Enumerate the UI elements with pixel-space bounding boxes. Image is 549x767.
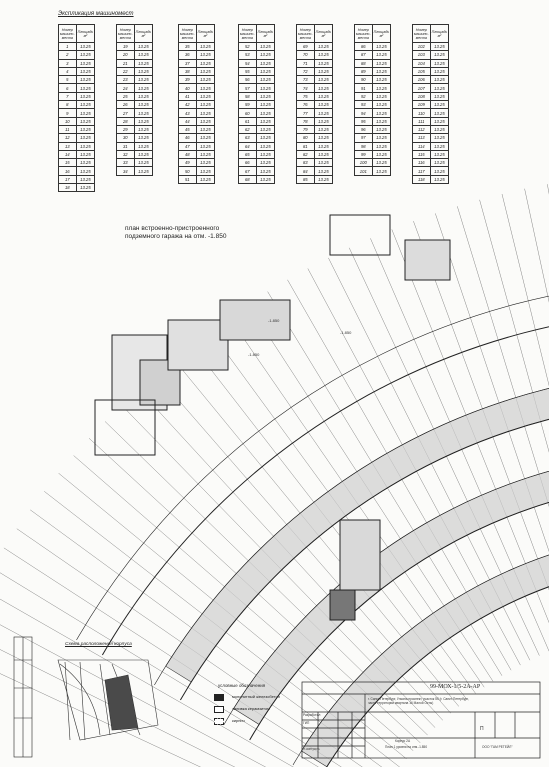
- space-number: 51: [179, 175, 197, 183]
- space-number: 19: [117, 43, 135, 51]
- space-number: 29: [117, 125, 135, 133]
- space-area: 13.25: [196, 51, 215, 59]
- header-num: Номер машино-места: [413, 25, 431, 43]
- space-number: 48: [179, 150, 197, 158]
- space-area: 13.25: [314, 150, 333, 158]
- space-number: 102: [413, 43, 431, 51]
- space-area: 13.25: [372, 109, 391, 117]
- space-number: 97: [355, 134, 373, 142]
- space-number: 12: [59, 134, 77, 142]
- space-area: 13.25: [256, 175, 275, 183]
- space-number: 52: [239, 43, 257, 51]
- space-area: 13.25: [196, 76, 215, 84]
- space-number: 108: [413, 92, 431, 100]
- space-number: 75: [297, 92, 315, 100]
- space-area: 13.25: [256, 117, 275, 125]
- space-area: 13.25: [430, 51, 449, 59]
- space-area: 13.25: [256, 101, 275, 109]
- space-area: 13.25: [314, 101, 333, 109]
- space-number: 64: [239, 142, 257, 150]
- header-area: Площадь м²: [430, 25, 449, 43]
- space-area: 13.25: [134, 159, 153, 167]
- header-num: Номер машино-места: [117, 25, 135, 43]
- space-area: 13.25: [196, 125, 215, 133]
- space-number: 39: [179, 76, 197, 84]
- scheme-title: Схема расположения корпуса: [65, 642, 132, 647]
- space-number: 117: [413, 167, 431, 175]
- space-number: 69: [297, 43, 315, 51]
- space-number: 34: [117, 167, 135, 175]
- space-number: 107: [413, 84, 431, 92]
- plan-title: план встроенно-пристроенного подземного гаража на отм. -1.850: [125, 225, 227, 240]
- space-area: 13.25: [430, 175, 449, 183]
- space-area: 13.25: [314, 51, 333, 59]
- space-number: 74: [297, 84, 315, 92]
- space-area: 13.25: [372, 117, 391, 125]
- space-area: 13.25: [134, 59, 153, 67]
- space-number: 68: [239, 175, 257, 183]
- space-area: 13.25: [314, 134, 333, 142]
- space-area: 13.25: [372, 159, 391, 167]
- space-area: 13.25: [256, 59, 275, 67]
- space-area: 13.25: [430, 67, 449, 75]
- space-area: 13.25: [196, 67, 215, 75]
- space-area: 13.25: [134, 117, 153, 125]
- space-area: 13.25: [196, 159, 215, 167]
- space-number: 95: [355, 117, 373, 125]
- space-area: 13.25: [256, 167, 275, 175]
- space-area: 13.25: [196, 167, 215, 175]
- space-area: 13.25: [76, 159, 95, 167]
- space-number: 96: [355, 125, 373, 133]
- space-area: 13.25: [76, 76, 95, 84]
- space-number: 42: [179, 101, 197, 109]
- space-number: 9: [59, 109, 77, 117]
- space-number: 85: [297, 175, 315, 183]
- space-number: 36: [179, 51, 197, 59]
- space-area: 13.25: [76, 43, 95, 51]
- space-number: 113: [413, 134, 431, 142]
- space-area: 13.25: [430, 150, 449, 158]
- space-area: 13.25: [430, 76, 449, 84]
- space-number: 80: [297, 134, 315, 142]
- space-area: 13.25: [256, 134, 275, 142]
- space-number: 83: [297, 159, 315, 167]
- space-number: 101: [355, 167, 373, 175]
- space-number: 98: [355, 142, 373, 150]
- space-number: 49: [179, 159, 197, 167]
- space-area: 13.25: [256, 92, 275, 100]
- space-area: 13.25: [76, 150, 95, 158]
- space-area: 13.25: [134, 92, 153, 100]
- space-area: 13.25: [134, 167, 153, 175]
- space-number: 82: [297, 150, 315, 158]
- space-number: 21: [117, 59, 135, 67]
- space-area: 13.25: [76, 59, 95, 67]
- space-area: 13.25: [314, 43, 333, 51]
- space-area: 13.25: [314, 125, 333, 133]
- space-area: 13.25: [76, 109, 95, 117]
- space-area: 13.25: [372, 150, 391, 158]
- legend-title: условные обозначения: [218, 683, 266, 688]
- space-number: 56: [239, 76, 257, 84]
- legend-item: кирпич: [232, 718, 245, 723]
- space-number: 73: [297, 76, 315, 84]
- space-area: 13.25: [134, 134, 153, 142]
- space-area: 13.25: [134, 142, 153, 150]
- space-number: 67: [239, 167, 257, 175]
- space-number: 22: [117, 67, 135, 75]
- space-number: 13: [59, 142, 77, 150]
- space-number: 106: [413, 76, 431, 84]
- space-number: 47: [179, 142, 197, 150]
- space-number: 18: [59, 184, 77, 192]
- space-area: 13.25: [430, 92, 449, 100]
- space-area: 13.25: [372, 142, 391, 150]
- space-area: 13.25: [430, 84, 449, 92]
- space-number: 5: [59, 76, 77, 84]
- space-number: 62: [239, 125, 257, 133]
- space-number: 104: [413, 59, 431, 67]
- space-area: 13.25: [372, 167, 391, 175]
- space-number: 115: [413, 150, 431, 158]
- space-area: 13.25: [76, 184, 95, 192]
- space-area: 13.25: [196, 92, 215, 100]
- space-number: 26: [117, 101, 135, 109]
- space-number: 57: [239, 84, 257, 92]
- space-number: 14: [59, 150, 77, 158]
- space-number: 45: [179, 125, 197, 133]
- space-area: 13.25: [134, 150, 153, 158]
- space-number: 10: [59, 117, 77, 125]
- space-number: 17: [59, 175, 77, 183]
- space-number: 7: [59, 92, 77, 100]
- space-number: 93: [355, 101, 373, 109]
- space-number: 58: [239, 92, 257, 100]
- space-number: 40: [179, 84, 197, 92]
- header-area: Площадь м²: [372, 25, 391, 43]
- header-num: Номер машино-места: [59, 25, 77, 43]
- space-area: 13.25: [196, 117, 215, 125]
- legend-item: монолитный железобетон: [232, 694, 280, 699]
- space-number: 60: [239, 109, 257, 117]
- header-num: Номер машино-места: [239, 25, 257, 43]
- space-area: 13.25: [314, 109, 333, 117]
- space-number: 41: [179, 92, 197, 100]
- space-number: 94: [355, 109, 373, 117]
- space-area: 13.25: [256, 142, 275, 150]
- space-number: 86: [355, 43, 373, 51]
- space-area: 13.25: [76, 167, 95, 175]
- space-number: 118: [413, 175, 431, 183]
- space-area: 13.25: [256, 159, 275, 167]
- space-number: 1: [59, 43, 77, 51]
- space-number: 37: [179, 59, 197, 67]
- space-area: 13.25: [430, 43, 449, 51]
- space-area: 13.25: [314, 142, 333, 150]
- space-number: 84: [297, 167, 315, 175]
- space-number: 8: [59, 101, 77, 109]
- space-area: 13.25: [372, 67, 391, 75]
- project-address: г. Санкт-Петербург, Ульяна проспект, участок 50 (г. Санкт-Петербург, часть территории квартала 16 Малой Охты): [368, 697, 469, 705]
- space-number: 30: [117, 134, 135, 142]
- space-number: 90: [355, 76, 373, 84]
- space-area: 13.25: [196, 101, 215, 109]
- space-area: 13.25: [372, 59, 391, 67]
- role-developer: Разработал: [303, 713, 321, 717]
- space-area: 13.25: [134, 109, 153, 117]
- space-area: 13.25: [430, 117, 449, 125]
- space-area: 13.25: [256, 84, 275, 92]
- space-area: 13.25: [256, 150, 275, 158]
- space-area: 13.25: [430, 59, 449, 67]
- space-area: 13.25: [256, 67, 275, 75]
- space-area: 13.25: [372, 92, 391, 100]
- space-number: 28: [117, 117, 135, 125]
- space-area: 13.25: [430, 142, 449, 150]
- space-number: 11: [59, 125, 77, 133]
- sheet-name: План 1 уровня на отм.-1.850: [385, 745, 428, 749]
- space-area: 13.25: [76, 92, 95, 100]
- space-area: 13.25: [134, 125, 153, 133]
- space-area: 13.25: [76, 67, 95, 75]
- space-number: 20: [117, 51, 135, 59]
- space-area: 13.25: [134, 67, 153, 75]
- space-number: 88: [355, 59, 373, 67]
- header-num: Номер машино-места: [297, 25, 315, 43]
- space-area: 13.25: [314, 92, 333, 100]
- space-number: 65: [239, 150, 257, 158]
- space-area: 13.25: [76, 175, 95, 183]
- space-number: 89: [355, 67, 373, 75]
- space-number: 32: [117, 150, 135, 158]
- stage: П: [480, 726, 484, 732]
- space-number: 43: [179, 109, 197, 117]
- space-number: 33: [117, 159, 135, 167]
- space-number: 4: [59, 67, 77, 75]
- space-number: 78: [297, 117, 315, 125]
- space-area: 13.25: [196, 84, 215, 92]
- space-number: 70: [297, 51, 315, 59]
- role-norm-control: Н.контроль: [303, 747, 320, 751]
- space-area: 13.25: [430, 101, 449, 109]
- space-number: 50: [179, 167, 197, 175]
- space-area: 13.25: [134, 101, 153, 109]
- space-number: 6: [59, 84, 77, 92]
- space-number: 92: [355, 92, 373, 100]
- space-area: 13.25: [430, 134, 449, 142]
- space-area: 13.25: [314, 167, 333, 175]
- space-number: 112: [413, 125, 431, 133]
- space-number: 103: [413, 51, 431, 59]
- space-area: 13.25: [76, 51, 95, 59]
- space-number: 71: [297, 59, 315, 67]
- space-number: 87: [355, 51, 373, 59]
- space-number: 44: [179, 117, 197, 125]
- space-area: 13.25: [372, 101, 391, 109]
- space-area: 13.25: [196, 59, 215, 67]
- space-area: 13.25: [256, 76, 275, 84]
- space-area: 13.25: [372, 43, 391, 51]
- space-area: 13.25: [76, 134, 95, 142]
- space-area: 13.25: [256, 109, 275, 117]
- space-area: 13.25: [134, 76, 153, 84]
- space-number: 79: [297, 125, 315, 133]
- space-area: 13.25: [372, 84, 391, 92]
- space-area: 13.25: [372, 125, 391, 133]
- space-area: 13.25: [134, 43, 153, 51]
- company-name: ООО "ГАМ РЕТЕЙЛ": [482, 745, 513, 749]
- space-number: 116: [413, 159, 431, 167]
- space-number: 25: [117, 92, 135, 100]
- space-number: 110: [413, 109, 431, 117]
- space-area: 13.25: [134, 84, 153, 92]
- space-number: 105: [413, 67, 431, 75]
- space-number: 24: [117, 84, 135, 92]
- space-area: 13.25: [372, 134, 391, 142]
- space-area: 13.25: [314, 175, 333, 183]
- space-area: 13.25: [314, 76, 333, 84]
- space-number: 15: [59, 159, 77, 167]
- space-area: 13.25: [314, 59, 333, 67]
- space-number: 72: [297, 67, 315, 75]
- space-number: 46: [179, 134, 197, 142]
- space-number: 109: [413, 101, 431, 109]
- level-mark: -1.850: [340, 330, 352, 335]
- space-area: 13.25: [256, 43, 275, 51]
- level-mark: -1.850: [268, 318, 280, 323]
- space-number: 61: [239, 117, 257, 125]
- space-area: 13.25: [314, 84, 333, 92]
- header-num: Номер машино-места: [179, 25, 197, 43]
- project-code: 99-МОХ-1/5-2А-АР: [430, 684, 481, 690]
- space-number: 99: [355, 150, 373, 158]
- space-number: 54: [239, 59, 257, 67]
- space-number: 63: [239, 134, 257, 142]
- space-number: 59: [239, 101, 257, 109]
- space-area: 13.25: [196, 150, 215, 158]
- space-area: 13.25: [314, 117, 333, 125]
- space-area: 13.25: [76, 142, 95, 150]
- level-mark: -1.850: [248, 352, 260, 357]
- space-area: 13.25: [76, 101, 95, 109]
- space-number: 27: [117, 109, 135, 117]
- space-area: 13.25: [256, 125, 275, 133]
- space-area: 13.25: [134, 51, 153, 59]
- legend-item: заливка керамзитом: [232, 706, 270, 711]
- space-area: 13.25: [196, 43, 215, 51]
- space-number: 111: [413, 117, 431, 125]
- space-area: 13.25: [196, 175, 215, 183]
- space-area: 13.25: [430, 167, 449, 175]
- header-area: Площадь м²: [314, 25, 333, 43]
- header-num: Номер машино-места: [355, 25, 373, 43]
- header-area: Площадь м²: [256, 25, 275, 43]
- space-number: 38: [179, 67, 197, 75]
- space-number: 81: [297, 142, 315, 150]
- role-gip: ГИП: [303, 721, 310, 725]
- header-area: Площадь м²: [196, 25, 215, 43]
- space-area: 13.25: [430, 159, 449, 167]
- building-name: Корпус 2А: [395, 739, 411, 743]
- space-number: 2: [59, 51, 77, 59]
- header-area: Площадь м²: [134, 25, 153, 43]
- space-number: 100: [355, 159, 373, 167]
- space-area: 13.25: [196, 142, 215, 150]
- space-number: 76: [297, 101, 315, 109]
- space-area: 13.25: [372, 76, 391, 84]
- space-number: 77: [297, 109, 315, 117]
- space-number: 31: [117, 142, 135, 150]
- space-number: 66: [239, 159, 257, 167]
- space-area: 13.25: [314, 67, 333, 75]
- header-area: Площадь м²: [76, 25, 95, 43]
- space-number: 55: [239, 67, 257, 75]
- space-number: 23: [117, 76, 135, 84]
- space-area: 13.25: [196, 109, 215, 117]
- space-number: 114: [413, 142, 431, 150]
- space-number: 35: [179, 43, 197, 51]
- space-area: 13.25: [430, 125, 449, 133]
- space-number: 91: [355, 84, 373, 92]
- space-number: 53: [239, 51, 257, 59]
- space-area: 13.25: [372, 51, 391, 59]
- space-area: 13.25: [256, 51, 275, 59]
- space-number: 16: [59, 167, 77, 175]
- explication-title: Экспликация машиномест: [58, 11, 134, 17]
- space-number: 3: [59, 59, 77, 67]
- space-area: 13.25: [314, 159, 333, 167]
- space-area: 13.25: [430, 109, 449, 117]
- space-area: 13.25: [196, 134, 215, 142]
- space-area: 13.25: [76, 117, 95, 125]
- space-area: 13.25: [76, 125, 95, 133]
- space-area: 13.25: [76, 84, 95, 92]
